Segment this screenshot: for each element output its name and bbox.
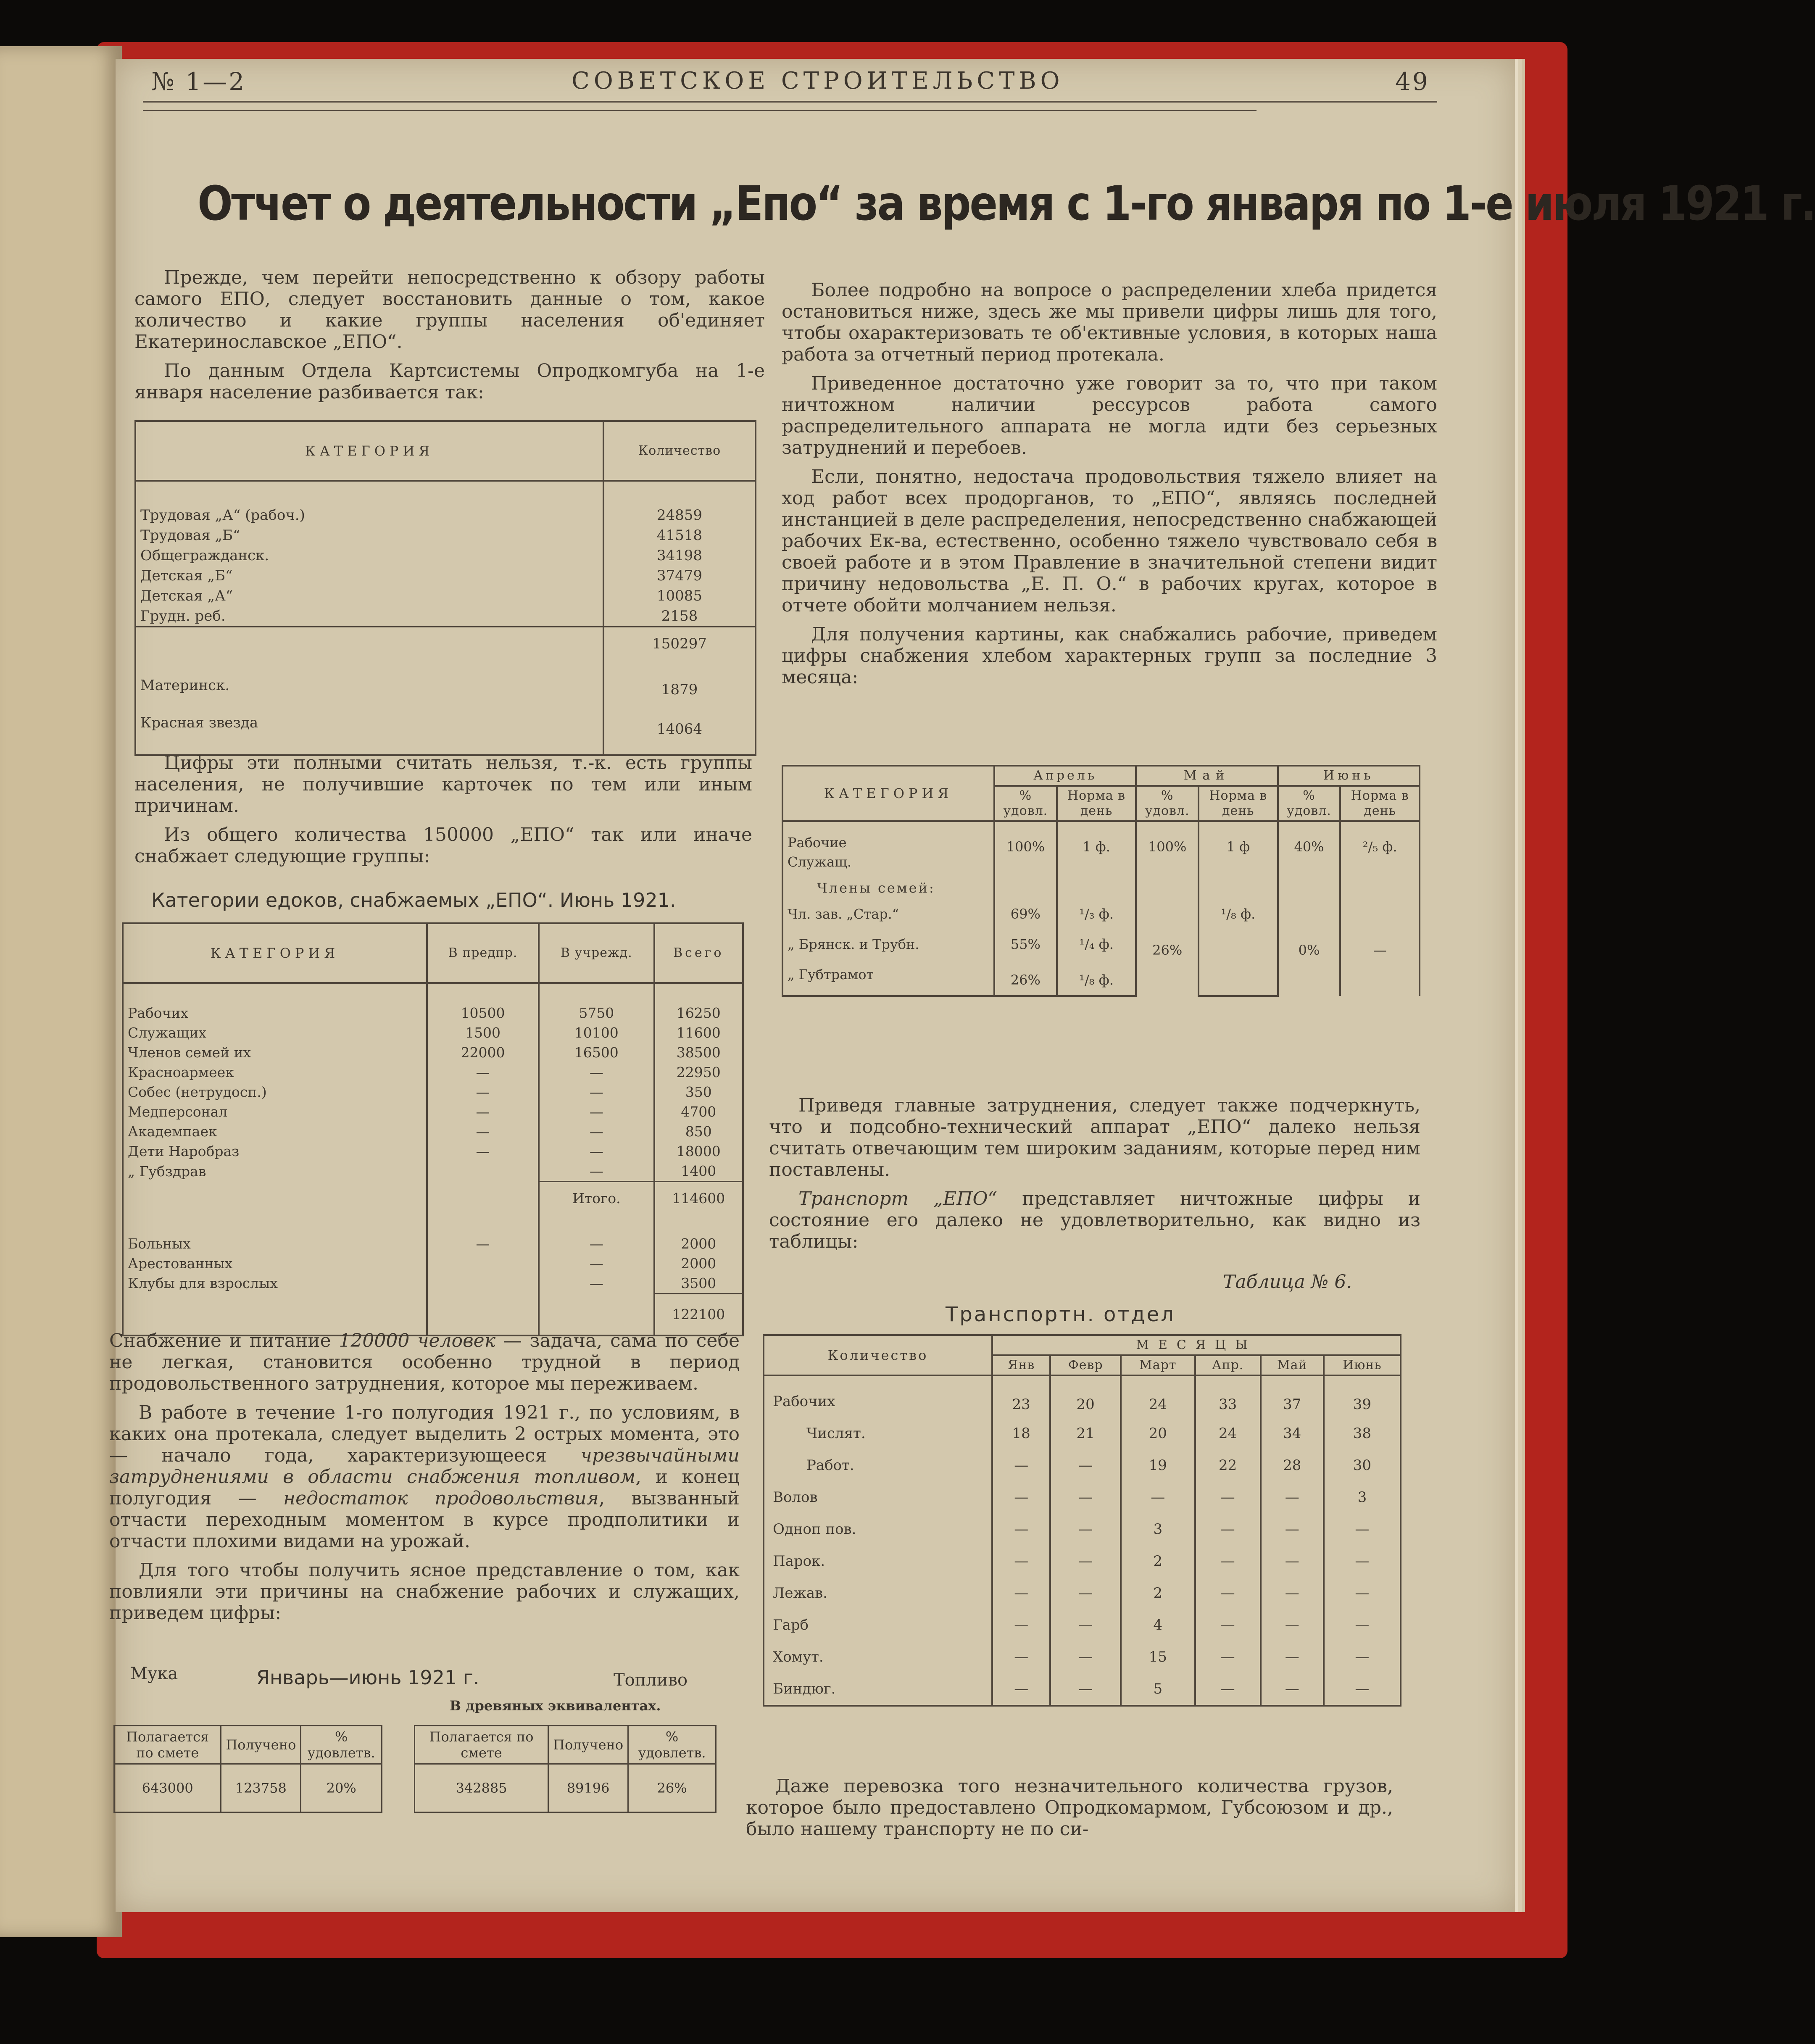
cell: — bbox=[992, 1513, 1050, 1545]
column-header: Количество bbox=[764, 1335, 992, 1375]
cell: 3 bbox=[1324, 1481, 1401, 1513]
cell: 34 bbox=[1261, 1417, 1324, 1449]
cell: — bbox=[539, 1141, 654, 1161]
cell: 5750 bbox=[539, 983, 654, 1023]
column-header: Получено bbox=[221, 1726, 301, 1764]
cell: 20 bbox=[1121, 1417, 1195, 1449]
cell: 55% bbox=[994, 924, 1057, 965]
column-header: В предпр. bbox=[427, 923, 539, 983]
cell: 4700 bbox=[654, 1102, 743, 1122]
row-value: 14064 bbox=[603, 700, 756, 755]
fuel-got: 89196 bbox=[548, 1764, 628, 1812]
flour-table bbox=[113, 1725, 382, 1813]
column-header: Всего bbox=[654, 923, 743, 983]
flour-plan: 643000 bbox=[114, 1764, 221, 1812]
cell: 1400 bbox=[654, 1161, 743, 1182]
june-pct: 40% bbox=[1278, 821, 1341, 872]
cell: 10500 bbox=[427, 983, 539, 1023]
cell: — bbox=[427, 1141, 539, 1161]
row-label: Медперсонал bbox=[123, 1102, 427, 1122]
column-header: % удовлетв. bbox=[628, 1726, 716, 1764]
row-label: Трудовая „А“ (рабоч.) bbox=[135, 481, 603, 525]
cell: — bbox=[1195, 1577, 1261, 1609]
cell: — bbox=[1340, 904, 1420, 996]
cell: — bbox=[1324, 1641, 1401, 1673]
cell: 37 bbox=[1261, 1375, 1324, 1417]
cell: — bbox=[427, 1082, 539, 1102]
paragraph: По данным Отдела Картсистемы Опродкомгуба на 1-е января население разбивается так: bbox=[134, 360, 765, 403]
text-run: 120000 человек bbox=[339, 1330, 495, 1351]
cell: 21 bbox=[1050, 1417, 1121, 1449]
cell: 30 bbox=[1324, 1449, 1401, 1481]
row-label: Лежав. bbox=[764, 1577, 992, 1609]
row-label: Материнск. bbox=[135, 660, 603, 700]
row-label: Служащих bbox=[123, 1023, 427, 1043]
row-label: Работ. bbox=[764, 1449, 992, 1481]
cell: — bbox=[1324, 1673, 1401, 1706]
page-number: 49 bbox=[1395, 67, 1430, 96]
month-header: Май bbox=[1261, 1355, 1324, 1375]
cell: 69% bbox=[994, 904, 1057, 924]
column-header: Норма в день bbox=[1199, 786, 1278, 821]
text-run: В работе в течение 1-го полугодия 1921 г., по условиям, в каких она протекала, следует выделить 2 острых момента, это — начало года, характеризующееся bbox=[109, 1402, 740, 1466]
cell: — bbox=[427, 1102, 539, 1122]
paragraph: Прежде, чем перейти непосредственно к обзору работы самого ЕПО, следует восстановить данные о том, какое количество и какие группы населения об'единяет Екатеринославское „ЕПО“. bbox=[134, 267, 765, 353]
cell: — bbox=[1261, 1673, 1324, 1706]
row-label: Больных bbox=[123, 1214, 427, 1254]
cell: 2 bbox=[1121, 1545, 1195, 1577]
row-value: 10085 bbox=[603, 586, 756, 606]
itogo-label: Итого. bbox=[539, 1182, 654, 1214]
cell: — bbox=[1050, 1449, 1121, 1481]
cell: — bbox=[992, 1609, 1050, 1641]
cell: 23 bbox=[992, 1375, 1050, 1417]
month-header: Июнь bbox=[1324, 1355, 1401, 1375]
row-label: Красноармеек bbox=[123, 1062, 427, 1082]
cell: — bbox=[1050, 1513, 1121, 1545]
cell: — bbox=[1050, 1641, 1121, 1673]
paragraph: Из общего количества 150000 „ЕПО“ так или иначе снабжает следующие группы: bbox=[134, 824, 752, 867]
row-label: Детская „Б“ bbox=[135, 566, 603, 586]
cell: — bbox=[1261, 1545, 1324, 1577]
cell: ¹/₈ ф. bbox=[1199, 904, 1278, 924]
row-label: Трудовая „Б“ bbox=[135, 525, 603, 545]
column-header: В учрежд. bbox=[539, 923, 654, 983]
row-label: Рабочих bbox=[123, 983, 427, 1023]
eaters-table bbox=[122, 922, 744, 1336]
cell: 22 bbox=[1195, 1449, 1261, 1481]
may-pct: 100% bbox=[1136, 821, 1199, 872]
cell: — bbox=[539, 1254, 654, 1273]
row-label: Грудн. реб. bbox=[135, 606, 603, 627]
row-label: Детская „А“ bbox=[135, 586, 603, 606]
cell: 4 bbox=[1121, 1609, 1195, 1641]
paragraph: Для того чтобы получить ясное представление о том, как повлияли эти причины на снабжение рабочих и служащих, приведем цифры: bbox=[109, 1559, 740, 1624]
cell: — bbox=[427, 1122, 539, 1141]
cell: — bbox=[1195, 1513, 1261, 1545]
may-norm: 1 ф bbox=[1199, 821, 1278, 872]
row-label: Хомут. bbox=[764, 1641, 992, 1673]
cell: 22950 bbox=[654, 1062, 743, 1082]
row-label: Дети Наробраз bbox=[123, 1141, 427, 1161]
column-header: % удовл. bbox=[1136, 786, 1199, 821]
column-header: КАТЕГОРИЯ bbox=[123, 923, 427, 983]
text-run: Снабжение и питание bbox=[109, 1330, 339, 1351]
row-label: Служащ. bbox=[782, 852, 994, 872]
cell: 2000 bbox=[654, 1254, 743, 1273]
column-header: КАТЕГОРИЯ bbox=[135, 421, 603, 481]
cell: 22000 bbox=[427, 1043, 539, 1062]
cell: 10100 bbox=[539, 1023, 654, 1043]
cell: 5 bbox=[1121, 1673, 1195, 1706]
cell: — bbox=[1195, 1545, 1261, 1577]
cell: — bbox=[992, 1577, 1050, 1609]
cell: ¹/₈ ф. bbox=[1057, 965, 1136, 996]
june-norm: ²/₅ ф. bbox=[1340, 821, 1420, 872]
cell: — bbox=[1050, 1481, 1121, 1513]
cell: 38 bbox=[1324, 1417, 1401, 1449]
flour-pct: 20% bbox=[301, 1764, 382, 1812]
text-run: чрезвычайными затруднениями в области снабжения топливом bbox=[109, 1445, 740, 1488]
header-rule-2 bbox=[143, 110, 1257, 111]
period-label: Январь—июнь 1921 г. bbox=[256, 1666, 479, 1689]
month-header: Апрель bbox=[994, 766, 1136, 786]
row-value: 1879 bbox=[603, 660, 756, 700]
row-label: Рабочие bbox=[782, 821, 994, 852]
row-value: 41518 bbox=[603, 525, 756, 545]
column-header: Получено bbox=[548, 1726, 628, 1764]
cell: ¹/₄ ф. bbox=[1057, 924, 1136, 965]
left-column-top bbox=[134, 267, 765, 411]
april-pct: 100% bbox=[994, 821, 1057, 872]
right-column-bottom bbox=[746, 1775, 1393, 1847]
text-run: , и конец полугодия — bbox=[109, 1466, 740, 1509]
cell: 850 bbox=[654, 1122, 743, 1141]
cell bbox=[427, 1254, 539, 1273]
cell: — bbox=[1050, 1545, 1121, 1577]
row-label: Арестованных bbox=[123, 1254, 427, 1273]
flour-got: 123758 bbox=[221, 1764, 301, 1812]
cell: — bbox=[1324, 1577, 1401, 1609]
row-label: Собес (нетрудосп.) bbox=[123, 1082, 427, 1102]
cell: — bbox=[992, 1641, 1050, 1673]
cell: — bbox=[539, 1161, 654, 1182]
table-body bbox=[123, 983, 743, 1335]
april-norm: 1 ф. bbox=[1057, 821, 1136, 872]
cell: — bbox=[1195, 1641, 1261, 1673]
fuel-label: Топливо bbox=[614, 1670, 688, 1690]
bread-supply-table bbox=[782, 765, 1420, 997]
row-label: Парок. bbox=[764, 1545, 992, 1577]
header-rule bbox=[143, 101, 1437, 103]
population-table bbox=[134, 420, 756, 756]
cell: — bbox=[1195, 1609, 1261, 1641]
row-label: „ Брянск. и Трубн. bbox=[782, 924, 994, 965]
cell: 18 bbox=[992, 1417, 1050, 1449]
column-header: Норма в день bbox=[1340, 786, 1420, 821]
cell: — bbox=[1261, 1609, 1324, 1641]
journal-title: СОВЕТСКОЕ СТРОИТЕЛЬСТВО bbox=[572, 67, 1064, 95]
issue-number: № 1—2 bbox=[151, 67, 246, 96]
flour-label: Мука bbox=[130, 1664, 178, 1683]
cell: 15 bbox=[1121, 1641, 1195, 1673]
cell: — bbox=[1261, 1513, 1324, 1545]
paragraph: Даже перевозка того незначительного количества грузов, которое было предоставлено Опродкомармом, Губсоюзом и др., было нашему транспорту не по си- bbox=[746, 1775, 1393, 1840]
cell: 24 bbox=[1195, 1417, 1261, 1449]
text-run: , вызванный отчасти переходным моментом в курсе продполитики и отчасти плохими видами на урожай. bbox=[109, 1488, 740, 1552]
cell: — bbox=[1050, 1673, 1121, 1706]
cell: — bbox=[1324, 1545, 1401, 1577]
cell: — bbox=[1324, 1609, 1401, 1641]
column-header: % удовлетв. bbox=[301, 1726, 382, 1764]
cell: 11600 bbox=[654, 1023, 743, 1043]
row-label: Клубы для взрослых bbox=[123, 1273, 427, 1294]
cell: 2 bbox=[1121, 1577, 1195, 1609]
text-run: — задача, сама по себе не легкая, становится особенно трудной в период продовольственного затруднения, которое мы переживаем. bbox=[109, 1330, 740, 1394]
paragraph: Если, понятно, недостача продовольствия тяжело влияет на ход работ всех продорганов, то „ЕПО“, являясь последней инстанцией в деле распределения, непосредственно снабжающей рабочих Ек-ва, естественно, особенно тяжело чувствовало себя в своей работе и в этом Правление в значительной степени видит причину недовольства „Е. П. О.“ в рабочих кругах, которое в отчете обойти молчанием нельзя. bbox=[782, 466, 1437, 616]
month-header: Июнь bbox=[1278, 766, 1420, 786]
cell: — bbox=[1050, 1577, 1121, 1609]
cell: — bbox=[427, 1062, 539, 1082]
cell: — bbox=[992, 1673, 1050, 1706]
cell: 350 bbox=[654, 1082, 743, 1102]
cell: — bbox=[1261, 1641, 1324, 1673]
cell: 20 bbox=[1050, 1375, 1121, 1417]
cell: — bbox=[1261, 1481, 1324, 1513]
row-label: Одноп пов. bbox=[764, 1513, 992, 1545]
fuel-pct: 26% bbox=[628, 1764, 716, 1812]
row-value: 24859 bbox=[603, 481, 756, 525]
cell: — bbox=[1121, 1481, 1195, 1513]
cell: 28 bbox=[1261, 1449, 1324, 1481]
cell: — bbox=[992, 1449, 1050, 1481]
paragraph: Для получения картины, как снабжались рабочие, приведем цифры снабжения хлебом характерных групп за последние 3 месяца: bbox=[782, 624, 1437, 688]
right-column-mid bbox=[769, 1095, 1420, 1260]
cell: — bbox=[1050, 1609, 1121, 1641]
cell: 16500 bbox=[539, 1043, 654, 1062]
table-caption: Категории едоков, снабжаемых „ЕПО“. Июнь 1921. bbox=[151, 889, 676, 911]
cell: — bbox=[539, 1214, 654, 1254]
cell: — bbox=[539, 1102, 654, 1122]
paragraph: Приведя главные затруднения, следует также подчеркнуть, что и подсобно-технический аппарат „ЕПО“ далеко нельзя считать отвечающим тем широким заданиям, которые перед ним поставлены. bbox=[769, 1095, 1420, 1180]
cell: — bbox=[1195, 1481, 1261, 1513]
cell: 18000 bbox=[654, 1141, 743, 1161]
cell: 3500 bbox=[654, 1273, 743, 1294]
row-label: Гарб bbox=[764, 1609, 992, 1641]
cell: 19 bbox=[1121, 1449, 1195, 1481]
paragraph: Более подробно на вопросе о распределении хлеба придется остановиться ниже, здесь же мы привели цифры лишь для того, чтобы охарактеризовать те об'ективные условия, в которых наша работа за отчетный период протекала. bbox=[782, 279, 1437, 365]
row-value: 34198 bbox=[603, 545, 756, 566]
cell: 26% bbox=[1136, 904, 1199, 996]
cell: 3 bbox=[1121, 1513, 1195, 1545]
month-header: Апр. bbox=[1195, 1355, 1261, 1375]
cell: — bbox=[427, 1214, 539, 1254]
text-run: представляет ничтожные цифры и состояние его далеко не удовлетворительно, как видно из таблицы: bbox=[769, 1188, 1420, 1252]
row-label: Общегражданск. bbox=[135, 545, 603, 566]
months-header: МЕСЯЦЫ bbox=[992, 1335, 1401, 1355]
cell bbox=[427, 1161, 539, 1182]
text-run: недостаток продовольствия bbox=[283, 1488, 599, 1509]
row-label: Волов bbox=[764, 1481, 992, 1513]
row-label: Членов семей их bbox=[123, 1043, 427, 1062]
cell: 16250 bbox=[654, 983, 743, 1023]
right-column-top bbox=[782, 279, 1437, 695]
row-label: Чл. зав. „Стар.“ bbox=[782, 904, 994, 924]
cell: 0% bbox=[1278, 904, 1341, 996]
table-number: Таблица № 6. bbox=[1223, 1271, 1352, 1293]
column-header: Полагается по смете bbox=[415, 1726, 548, 1764]
cell: 2000 bbox=[654, 1214, 743, 1254]
column-header: Норма в день bbox=[1057, 786, 1136, 821]
cell: — bbox=[539, 1062, 654, 1082]
row-label: „ Губтрамот bbox=[782, 965, 994, 996]
article-title: Отчет о деятельности „Епо“ за время с 1-го января по 1-е июля 1921 г. bbox=[198, 176, 1815, 231]
row-label: Числят. bbox=[764, 1417, 992, 1449]
column-header: % удовл. bbox=[1278, 786, 1341, 821]
cell: — bbox=[1195, 1673, 1261, 1706]
fuel-table bbox=[414, 1725, 717, 1813]
row-label: Красная звезда bbox=[135, 700, 603, 755]
row-value: 2158 bbox=[603, 606, 756, 627]
month-header: Февр bbox=[1050, 1355, 1121, 1375]
cell: 33 bbox=[1195, 1375, 1261, 1417]
cell: 39 bbox=[1324, 1375, 1401, 1417]
text-run: Транспорт „ЕПО“ bbox=[798, 1188, 998, 1209]
cell: — bbox=[539, 1122, 654, 1141]
month-header: Март bbox=[1121, 1355, 1195, 1375]
left-column-mid bbox=[134, 752, 752, 874]
column-header: Полагается по смете bbox=[114, 1726, 221, 1764]
row-label: Академпаек bbox=[123, 1122, 427, 1141]
equivalent-note: В древяных эквивалентах. bbox=[450, 1698, 661, 1714]
cell: 38500 bbox=[654, 1043, 743, 1062]
column-header: КАТЕГОРИЯ bbox=[782, 766, 994, 821]
row-label: Члены семей: bbox=[782, 872, 994, 904]
fuel-plan: 342885 bbox=[415, 1764, 548, 1812]
row-label: „ Губздрав bbox=[123, 1161, 427, 1182]
total: 122100 bbox=[654, 1293, 743, 1335]
cell: 24 bbox=[1121, 1375, 1195, 1417]
row-label: Рабочих bbox=[764, 1375, 992, 1417]
cell: — bbox=[1261, 1577, 1324, 1609]
month-header: Янв bbox=[992, 1355, 1050, 1375]
left-column-bottom bbox=[109, 1330, 740, 1631]
cell: 1500 bbox=[427, 1023, 539, 1043]
subtotal: 150297 bbox=[603, 627, 756, 661]
transport-caption: Транспортн. отдел bbox=[946, 1303, 1175, 1326]
column-header: Количество bbox=[603, 421, 756, 481]
cell: 26% bbox=[994, 965, 1057, 996]
column-header: % удовл. bbox=[994, 786, 1057, 821]
cell: ¹/₃ ф. bbox=[1057, 904, 1136, 924]
cell: — bbox=[539, 1082, 654, 1102]
cell: — bbox=[992, 1481, 1050, 1513]
transport-table bbox=[763, 1334, 1401, 1707]
left-page bbox=[0, 46, 122, 1937]
cell bbox=[427, 1273, 539, 1294]
paragraph: Приведенное достаточно уже говорит за то, что при таком ничтожном наличии рессурсов работа самого распределительного аппарата не могла идти без серьезных затруднений и перебоев. bbox=[782, 373, 1437, 458]
row-value: 37479 bbox=[603, 566, 756, 586]
cell: — bbox=[992, 1545, 1050, 1577]
cell: — bbox=[539, 1273, 654, 1294]
cell: — bbox=[1324, 1513, 1401, 1545]
row-label: Биндюг. bbox=[764, 1673, 992, 1706]
itogo-value: 114600 bbox=[654, 1182, 743, 1214]
paragraph: Цифры эти полными считать нельзя, т.-к. есть группы населения, не получившие карточек по тем или иным причинам. bbox=[134, 752, 752, 817]
month-header: Май bbox=[1136, 766, 1278, 786]
